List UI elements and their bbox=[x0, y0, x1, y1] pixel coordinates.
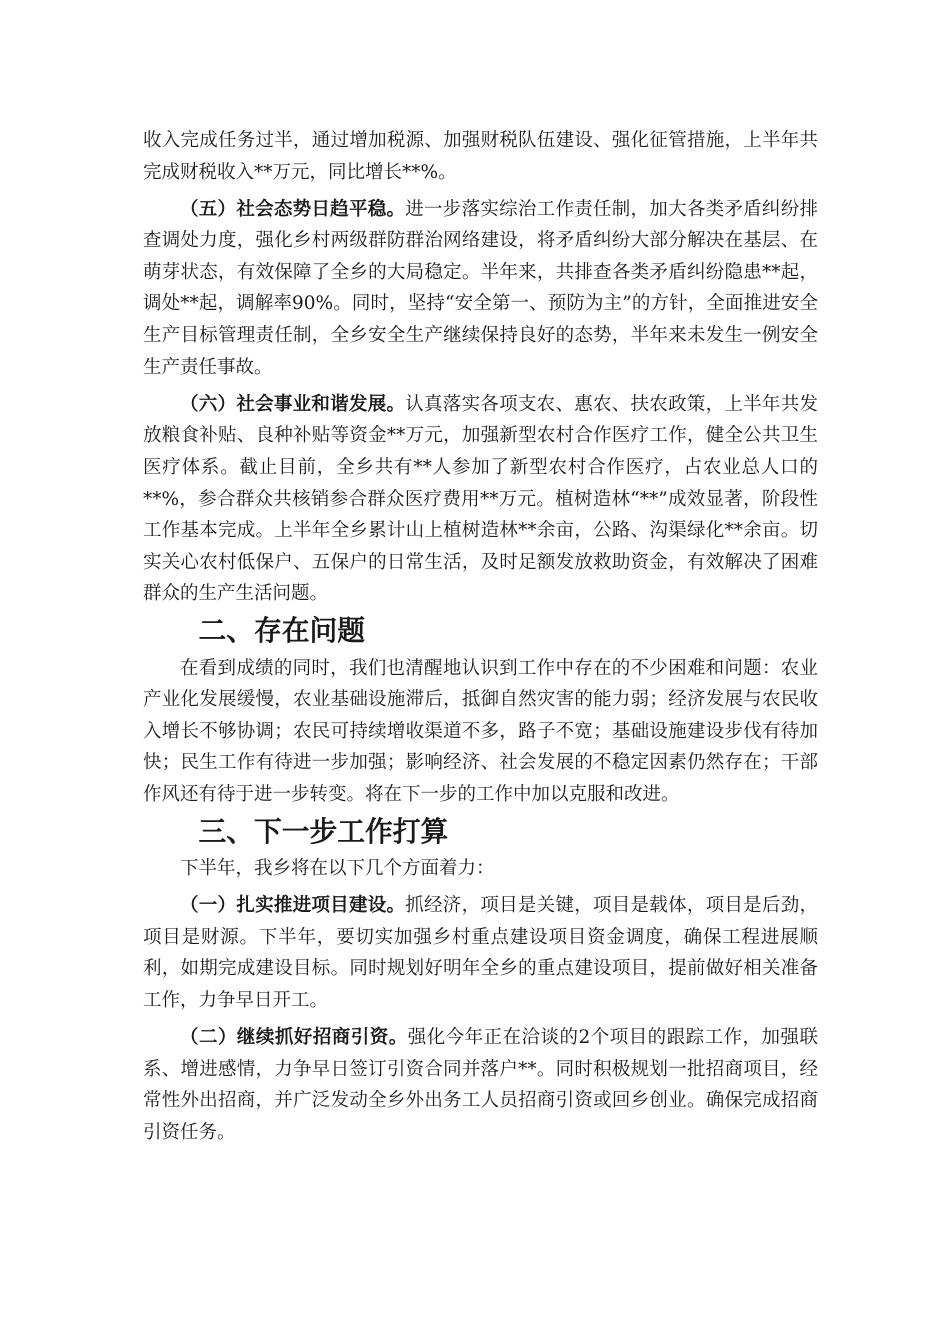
paragraph-next-steps-intro bbox=[143, 853, 818, 885]
paragraph-lead-heading: （二）继续抓好招商引资。 bbox=[180, 1027, 408, 1049]
paragraph-social-stability bbox=[143, 194, 818, 384]
paragraph-problems bbox=[143, 653, 818, 811]
paragraph-lead-heading: （五）社会态势日趋平稳。 bbox=[180, 198, 406, 220]
document-page bbox=[143, 125, 818, 1154]
paragraph-text: 认真落实各项支农、惠农、扶农政策，上半年共发放粮食补贴、良种补贴等资金**万元，加强新型农村合作医疗工作，健全公共卫生医疗体系。截止目前，全乡共有**人参加了新型农村合作医疗，占农业总人口的**%，参合群众共核销参合群众医疗费用**万元。植树造林“**”成效显著，阶段性工作基本完成。上半年全乡累计山上植树造林**余亩，公路、沟渠绿化**余亩。切实关心农村低保户、五保户的日常生活，及时足额发放救助资金，有效解决了困难群众的生产生活问题。 bbox=[143, 393, 818, 605]
paragraph-fiscal-revenue-continuation bbox=[143, 125, 818, 188]
paragraph-text: 进一步落实综治工作责任制，加大各类矛盾纠纷排查调处力度，强化乡村两级群防群治网络建设，将矛盾纠纷大部分解决在基层、在萌芽状态，有效保障了全乡的大局稳定。半年来，共排查各类矛盾纠纷隐患**起，调处**起，调解率90%。同时，坚持“安全第一、预防为主”的方针，全面推进安全生产目标管理责任制，全乡安全生产继续保持良好的态势，半年来未发生一例安全生产责任事故。 bbox=[143, 198, 818, 378]
paragraph-text: 抓经济，项目是关键，项目是载体，项目是后劲，项目是财源。下半年，要切实加强乡村重点建设项目资金调度，确保工程进展顺利，如期完成建设目标。同时规划好明年全乡的重点建设项目，提前做好相关准备工作，力争早日开工。 bbox=[143, 895, 818, 1011]
section-heading-next-steps: 三、下一步工作打算 bbox=[198, 814, 449, 848]
paragraph-project-construction bbox=[143, 890, 818, 1016]
paragraph-lead-heading: （六）社会事业和谐发展。 bbox=[180, 393, 406, 415]
paragraph-text: 下半年，我乡将在以下几个方面着力： bbox=[180, 858, 495, 880]
paragraph-text: 收入完成任务过半，通过增加税源、加强财税队伍建设、强化征管措施，上半年共完成财税收入**万元，同比增长**%。 bbox=[143, 130, 818, 183]
section-heading-problems: 二、存在问题 bbox=[198, 614, 366, 648]
paragraph-text: 强化今年正在洽谈的2个项目的跟踪工作，加强联系、增进感情，力争早日签订引资合同并落户**。同时积极规划一批招商项目，经常性外出招商，并广泛发动全乡外出务工人员招商引资或回乡创业。确保完成招商引资任务。 bbox=[143, 1027, 818, 1143]
paragraph-text: 在看到成绩的同时，我们也清醒地认识到工作中存在的不少困难和问题：农业产业化发展缓慢，农业基础设施滞后，抵御自然灾害的能力弱；经济发展与农民收入增长不够协调；农民可持续增收渠道不多，路子不宽；基础设施建设步伐有待加快；民生工作有待进一步加强；影响经济、社会发展的不稳定因素仍然存在；干部作风还有待于进一步转变。将在下一步的工作中加以克服和改进。 bbox=[143, 657, 818, 805]
paragraph-investment-attraction bbox=[143, 1022, 818, 1148]
paragraph-lead-heading: （一）扎实推进项目建设。 bbox=[180, 895, 406, 917]
paragraph-social-undertakings bbox=[143, 389, 818, 610]
